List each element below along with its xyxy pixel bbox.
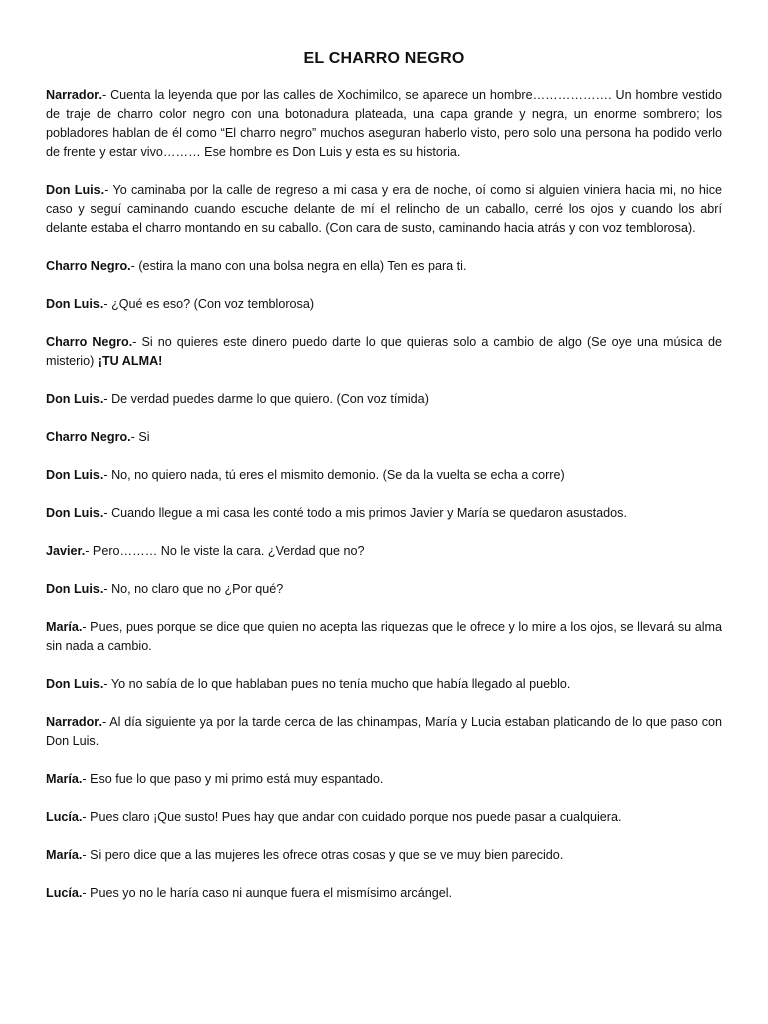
speaker-name: Lucía. [46, 886, 83, 900]
dialogue-paragraph [46, 808, 722, 827]
speaker-name: Don Luis. [46, 582, 104, 596]
dialogue-paragraph [46, 181, 722, 238]
dialogue-paragraph [46, 770, 722, 789]
dialogue-paragraph [46, 618, 722, 656]
speaker-name: María. [46, 772, 83, 786]
dialogue-paragraph [46, 390, 722, 409]
dialogue-paragraph [46, 257, 722, 276]
script-body [46, 86, 722, 903]
speaker-name: Don Luis. [46, 183, 105, 197]
dialogue-text: - Si [130, 430, 150, 444]
speaker-name: Charro Negro. [46, 430, 131, 444]
speaker-name: María. [46, 620, 83, 634]
speaker-name: Don Luis. [46, 468, 104, 482]
dialogue-text: - Cuenta la leyenda que por las calles de Xochimilco, se aparece un hombre………………. Un hombre vestido de traje de charro color negro con una botonadura plateada, una capa grande y negra, un enorme sombrero; los pobladores hablan de él como “El charro negro” muchos aseguran haberlo visto, pero solo una persona ha podido verlo de frente y estar vivo……… Ese hombre es Don Luis y esta es su historia. [46, 88, 722, 159]
dialogue-text: - Si no quieres este dinero puedo darte lo que quieras solo a cambio de algo (Se oye una música de misterio) [46, 335, 722, 368]
speaker-name: Don Luis. [46, 506, 104, 520]
dialogue-paragraph [46, 713, 722, 751]
dialogue-paragraph [46, 542, 722, 561]
dialogue-paragraph [46, 86, 722, 162]
dialogue-text: - No, no claro que no ¿Por qué? [103, 582, 284, 596]
speaker-name: Narrador. [46, 715, 102, 729]
dialogue-text: - Eso fue lo que paso y mi primo está muy espantado. [82, 772, 384, 786]
dialogue-text: - (estira la mano con una bolsa negra en ella) Ten es para ti. [130, 259, 467, 273]
dialogue-paragraph [46, 846, 722, 865]
dialogue-text: - Yo no sabía de lo que hablaban pues no tenía mucho que había llegado al pueblo. [103, 677, 571, 691]
dialogue-paragraph [46, 580, 722, 599]
dialogue-paragraph [46, 295, 722, 314]
dialogue-paragraph [46, 428, 722, 447]
dialogue-text: - Pero……… No le viste la cara. ¿Verdad que no? [85, 544, 365, 558]
dialogue-text: - Si pero dice que a las mujeres les ofrece otras cosas y que se ve muy bien parecido. [82, 848, 564, 862]
dialogue-text: - ¿Qué es eso? (Con voz temblorosa) [103, 297, 315, 311]
dialogue-paragraph [46, 466, 722, 485]
dialogue-paragraph [46, 675, 722, 694]
speaker-name: Narrador. [46, 88, 102, 102]
speaker-name: Charro Negro. [46, 335, 133, 349]
dialogue-text: - Al día siguiente ya por la tarde cerca de las chinampas, María y Lucia estaban platicando de lo que paso con Don Luis. [46, 715, 722, 748]
speaker-name: Lucía. [46, 810, 83, 824]
dialogue-paragraph [46, 504, 722, 523]
speaker-name: María. [46, 848, 83, 862]
dialogue-paragraph [46, 333, 722, 371]
speaker-name: Charro Negro. [46, 259, 131, 273]
dialogue-text: - Pues yo no le haría caso ni aunque fuera el mismísimo arcángel. [82, 886, 453, 900]
speaker-name: Don Luis. [46, 677, 104, 691]
dialogue-text: - Pues, pues porque se dice que quien no acepta las riquezas que le ofrece y lo mire a los ojos, se llevará su alma sin nada a cambio. [46, 620, 722, 653]
emphasis-text: ¡TU ALMA! [97, 354, 163, 368]
dialogue-text: - De verdad puedes darme lo que quiero. (Con voz tímida) [103, 392, 429, 406]
speaker-name: Don Luis. [46, 392, 104, 406]
dialogue-text: - Cuando llegue a mi casa les conté todo a mis primos Javier y María se quedaron asustados. [103, 506, 627, 520]
speaker-name: Don Luis. [46, 297, 104, 311]
dialogue-paragraph [46, 884, 722, 903]
document-title: EL CHARRO NEGRO [303, 50, 465, 67]
dialogue-text: - Yo caminaba por la calle de regreso a mi casa y era de noche, oí como si alguien viniera hacia mi, no hice caso y seguí caminando cuando escuche delante de mí el relincho de un caballo, cerré los ojos y cuando los abrí delante estaba el charro montando en su caballo. (Con cara de susto, caminando hacia atrás y con voz temblorosa). [46, 183, 722, 235]
speaker-name: Javier. [46, 544, 86, 558]
dialogue-text: - No, no quiero nada, tú eres el mismito demonio. (Se da la vuelta se echa a corre) [103, 468, 565, 482]
dialogue-text: - Pues claro ¡Que susto! Pues hay que andar con cuidado porque nos puede pasar a cualquiera. [82, 810, 622, 824]
